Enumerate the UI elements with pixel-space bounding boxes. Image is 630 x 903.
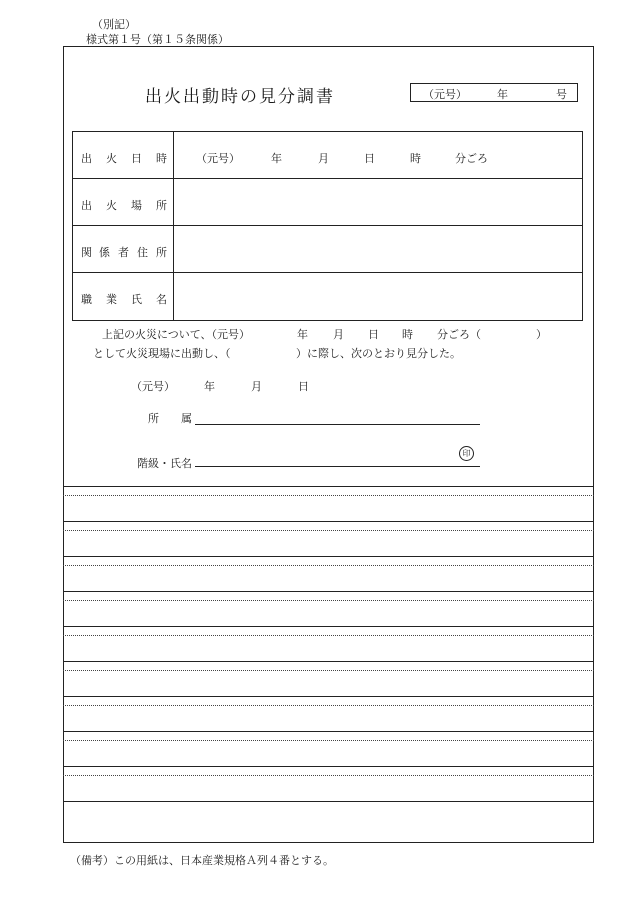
label-fire-location: 出 火 場 所 [73,179,174,225]
seal-icon: 印 [459,446,474,461]
month-field: 月 [318,152,329,165]
form-number: 様式第１号（第１５条関係） [86,33,229,46]
label-fire-datetime: 出 火 日 時 [73,132,174,178]
rank-name-field[interactable] [195,466,480,467]
year-field: 年 [271,152,282,165]
doc-year-label: 年 [497,88,508,101]
doc-number-label: 号 [556,88,567,101]
incident-info-table [72,131,583,321]
affiliation-label-2: 属 [181,412,192,425]
label-related-address: 関 係 者 住 所 [73,226,174,272]
era-field: （元号） [196,152,240,165]
remark-note: （備考）この用紙は、日本産業規格Ａ列４番とする。 [70,854,334,867]
row-related-address [73,226,582,273]
minute-field: 分ごろ [455,152,488,165]
row-occupation-name [73,273,582,320]
doc-era-label: （元号） [423,88,467,101]
rank-name-label: 階級・氏名 [137,457,192,470]
hour-field: 時 [410,152,421,165]
day-field: 日 [364,152,375,165]
page-title: 出火出動時の見分調書 [145,87,335,107]
appendix-note: （別記） [92,18,136,31]
affiliation-field[interactable] [195,424,480,425]
row-fire-location [73,179,582,226]
label-occupation-name: 職 業 氏 名 [73,273,174,320]
row-fire-datetime [73,132,582,179]
document-number-box [410,83,578,102]
affiliation-label-1: 所 [148,412,159,425]
